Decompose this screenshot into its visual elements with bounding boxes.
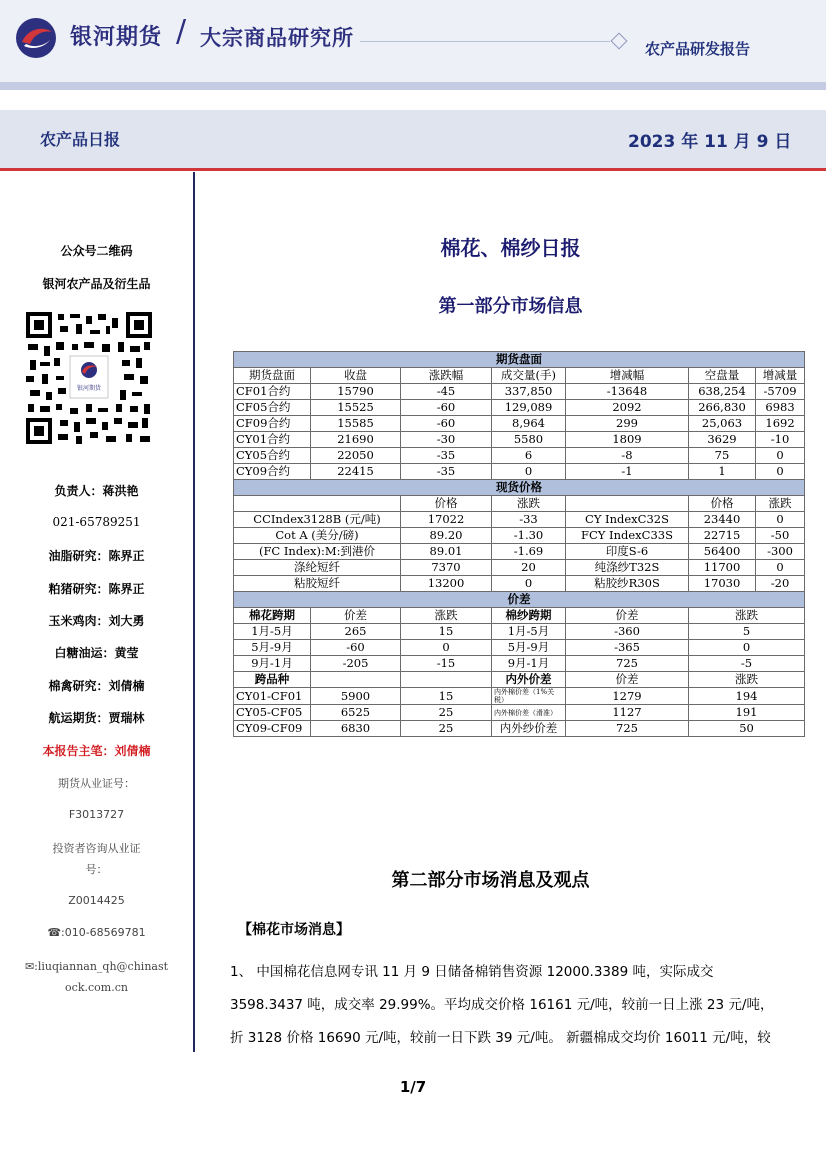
table-row: [234, 400, 805, 416]
table-row: [234, 688, 805, 705]
qr-center-label: 银河期货: [76, 385, 102, 392]
role-shipping: 航运期货：贾瑞林: [48, 711, 145, 725]
futures-header-cell: 增减幅: [566, 368, 689, 384]
email-line-1[interactable]: ✉:liuqiannan_qh@chinast: [24, 960, 169, 973]
table-cell: 2092: [566, 400, 689, 416]
table-cell: 6983: [756, 400, 805, 416]
table-row: [234, 592, 805, 608]
table-cell: 1月-5月: [492, 624, 566, 640]
table-cell: -1.69: [492, 544, 566, 560]
table-cell: 725: [566, 656, 689, 672]
spread-header-cell: 棉纱跨期: [492, 608, 566, 624]
futures-header-cell: 收盘: [311, 368, 401, 384]
table-cell: 7370: [401, 560, 492, 576]
table-row: [234, 480, 805, 496]
qr-title: 公众号二维码: [60, 244, 133, 258]
spread-header-cell: 棉花跨期: [234, 608, 311, 624]
table-cell: 0: [492, 464, 566, 480]
table-cell: 5: [689, 624, 805, 640]
subheader-red-rule: [0, 168, 826, 171]
table-row: [234, 576, 805, 592]
table-cell: 15: [401, 624, 492, 640]
table-cell: 3629: [689, 432, 756, 448]
table-cell: CF09合约: [234, 416, 311, 432]
table-cell: 13200: [401, 576, 492, 592]
spread-header-cell: 涨跌: [401, 608, 492, 624]
table-cell: -360: [566, 624, 689, 640]
spread-header-cell: 涨跌: [689, 608, 805, 624]
spot-header-cell: 涨跌: [492, 496, 566, 512]
report-category: 农产品日报: [40, 130, 121, 149]
table-cell: -205: [311, 656, 401, 672]
galaxy-logo-icon: [14, 16, 58, 60]
futures-section-title: 期货盘面: [234, 352, 805, 368]
table-cell: 25: [401, 721, 492, 737]
institute-name: 大宗商品研究所: [200, 26, 354, 50]
email-line-2[interactable]: ock.com.cn: [65, 981, 128, 994]
license-number: F3013727: [68, 808, 125, 821]
table-cell: 266,830: [689, 400, 756, 416]
part2-heading: 第二部分市场消息及观点: [391, 870, 590, 891]
table-cell: -5: [689, 656, 805, 672]
table-cell: 89.01: [401, 544, 492, 560]
spread-header-cell: 价差: [566, 608, 689, 624]
table-cell: 1279: [566, 688, 689, 705]
table-cell: 1月-5月: [234, 624, 311, 640]
table-row: [234, 464, 805, 480]
table-row: [234, 512, 805, 528]
table-cell: 23440: [689, 512, 756, 528]
table-cell: 20: [492, 560, 566, 576]
report-date: 2023 年 11 月 9 日: [628, 132, 792, 152]
table-row: [234, 640, 805, 656]
table-cell: -35: [401, 448, 492, 464]
role-sugar: 白糖油运：黄莹: [54, 646, 139, 660]
table-cell: 1: [689, 464, 756, 480]
table-cell: CY09-CF09: [234, 721, 311, 737]
table-cell: 21690: [311, 432, 401, 448]
brand-name: 银河期货: [70, 25, 163, 50]
table-cell: 印度S-6: [566, 544, 689, 560]
table-cell: 194: [689, 688, 805, 705]
table-cell: 0: [401, 640, 492, 656]
table-cell: CCIndex3128B (元/吨): [234, 512, 401, 528]
table-cell: -60: [401, 400, 492, 416]
head-contact: 负责人：蒋洪艳: [54, 484, 139, 498]
table-cell: 0: [756, 464, 805, 480]
table-cell: 11700: [689, 560, 756, 576]
header-slash: /: [176, 14, 187, 49]
table-row: [234, 544, 805, 560]
table-cell: 15525: [311, 400, 401, 416]
table-cell: 17022: [401, 512, 492, 528]
table-cell: -45: [401, 384, 492, 400]
table-cell: -1.30: [492, 528, 566, 544]
table-cell: 337,850: [492, 384, 566, 400]
table-row: [234, 416, 805, 432]
table-cell: 725: [566, 721, 689, 737]
paragraph-line-2: 3598.3437 吨，成交率 29.99%。平均成交价格 16161 元/吨，较前一日上涨 23 元/吨，: [230, 997, 774, 1013]
header-stripe: [0, 82, 826, 90]
futures-header-cell: 成交量(手): [492, 368, 566, 384]
table-cell: 6525: [311, 705, 401, 721]
market-table-body: [234, 352, 805, 737]
table-cell: 6830: [311, 721, 401, 737]
table-cell: 89.20: [401, 528, 492, 544]
table-row: [234, 352, 805, 368]
table-row: [234, 384, 805, 400]
table-cell: -60: [401, 416, 492, 432]
table-cell: CF05合约: [234, 400, 311, 416]
table-cell: 56400: [689, 544, 756, 560]
table-cell: -60: [311, 640, 401, 656]
table-cell: 17030: [689, 576, 756, 592]
table-cell: 265: [311, 624, 401, 640]
spot-header-cell: [234, 496, 401, 512]
table-cell: -300: [756, 544, 805, 560]
head-phone: 021-65789251: [52, 515, 141, 529]
table-row: [234, 368, 805, 384]
futures-header-cell: 空盘量: [689, 368, 756, 384]
table-cell: 5月-9月: [234, 640, 311, 656]
role-cotton: 棉禽研究：刘倩楠: [48, 679, 145, 693]
report-author: 本报告主笔：刘倩楠: [42, 744, 151, 758]
spot-header-cell: 价格: [689, 496, 756, 512]
table-cell: CY01-CF01: [234, 688, 311, 705]
table-cell: -35: [401, 464, 492, 480]
paragraph-line-1: 1、 中国棉花信息网专讯 11 月 9 日储备棉销售资源 12000.3389 吨，实际成交: [230, 964, 714, 980]
table-row: [234, 721, 805, 737]
table-row: [234, 656, 805, 672]
section-heading: 【棉花市场消息】: [238, 922, 350, 938]
table-row: [234, 432, 805, 448]
table-cell: 1809: [566, 432, 689, 448]
table-cell: 299: [566, 416, 689, 432]
table-row: [234, 608, 805, 624]
table-cell: CY05合约: [234, 448, 311, 464]
table-cell: -10: [756, 432, 805, 448]
table-cell: 9月-1月: [492, 656, 566, 672]
table-cell: 638,254: [689, 384, 756, 400]
consult-label: 投资者咨询从业证: [52, 842, 141, 855]
page-number: 1/7: [399, 1078, 427, 1096]
consult-number: Z0014425: [68, 894, 125, 907]
table-cell: -365: [566, 640, 689, 656]
table-cell: 8,964: [492, 416, 566, 432]
table-cell: 22715: [689, 528, 756, 544]
table-cell: 5900: [311, 688, 401, 705]
header-divider: [360, 41, 610, 42]
qr-subtitle: 银河农产品及衍生品: [42, 277, 151, 291]
table-cell: 50: [689, 721, 805, 737]
table-row: [234, 528, 805, 544]
table-cell: 1692: [756, 416, 805, 432]
cross-header-cell: [311, 672, 401, 688]
table-cell: CF01合约: [234, 384, 311, 400]
table-row: [234, 705, 805, 721]
table-cell: 0: [756, 560, 805, 576]
spread-section-title: 价差: [234, 592, 805, 608]
role-corn: 玉米鸡肉：刘大勇: [48, 614, 145, 628]
table-cell: FCY IndexC33S: [566, 528, 689, 544]
table-cell: (FC Index):M:到港价: [234, 544, 401, 560]
table-cell: 1127: [566, 705, 689, 721]
table-cell: 191: [689, 705, 805, 721]
table-cell: 5580: [492, 432, 566, 448]
cross-header-cell: 价差: [566, 672, 689, 688]
table-cell: 0: [492, 576, 566, 592]
table-cell: 0: [756, 512, 805, 528]
table-cell: 22050: [311, 448, 401, 464]
table-cell: -5709: [756, 384, 805, 400]
table-cell: 内外棉价差（1%关税）: [492, 688, 566, 705]
table-row: [234, 496, 805, 512]
table-cell: 粘胶短纤: [234, 576, 401, 592]
table-row: [234, 448, 805, 464]
table-cell: CY05-CF05: [234, 705, 311, 721]
table-row: [234, 560, 805, 576]
license-label: 期货从业证号：: [58, 777, 135, 790]
table-cell: -33: [492, 512, 566, 528]
table-cell: 0: [756, 448, 805, 464]
cross-header-cell: 内外价差: [492, 672, 566, 688]
table-cell: 纯涤纱T32S: [566, 560, 689, 576]
cross-header-cell: 跨品种: [234, 672, 311, 688]
spread-header-cell: 价差: [311, 608, 401, 624]
consult-label-cont: 号：: [85, 863, 108, 876]
table-cell: 9月-1月: [234, 656, 311, 672]
table-cell: CY09合约: [234, 464, 311, 480]
table-cell: 涤纶短纤: [234, 560, 401, 576]
table-cell: -13648: [566, 384, 689, 400]
table-cell: 129,089: [492, 400, 566, 416]
table-cell: CY IndexC32S: [566, 512, 689, 528]
table-cell: -8: [566, 448, 689, 464]
table-cell: -50: [756, 528, 805, 544]
futures-header-cell: 增减量: [756, 368, 805, 384]
table-cell: -1: [566, 464, 689, 480]
spot-header-cell: [566, 496, 689, 512]
table-cell: Cot A (美分/磅): [234, 528, 401, 544]
table-cell: 内外纱价差: [492, 721, 566, 737]
paragraph-line-3: 折 3128 价格 16690 元/吨，较前一日下跌 39 元/吨。 新疆棉成交均价 16011 元/吨，较: [230, 1030, 771, 1046]
cross-header-cell: 涨跌: [689, 672, 805, 688]
role-oil: 油脂研究：陈界正: [48, 549, 145, 563]
futures-header-cell: 期货盘面: [234, 368, 311, 384]
table-cell: -15: [401, 656, 492, 672]
phone-line: ☎:010-68569781: [47, 926, 146, 939]
table-cell: -30: [401, 432, 492, 448]
spot-header-cell: 涨跌: [756, 496, 805, 512]
market-table: [233, 351, 805, 737]
table-cell: 5月-9月: [492, 640, 566, 656]
spot-section-title: 现货价格: [234, 480, 805, 496]
futures-header-cell: 涨跌幅: [401, 368, 492, 384]
table-cell: 内外棉价差（滑准）: [492, 705, 566, 721]
table-row: [234, 672, 805, 688]
role-meal: 粕猪研究：陈界正: [48, 582, 145, 596]
table-cell: 15585: [311, 416, 401, 432]
qr-code-icon: [26, 312, 152, 444]
table-row: [234, 624, 805, 640]
table-cell: 25: [401, 705, 492, 721]
table-cell: 25,063: [689, 416, 756, 432]
table-cell: 15790: [311, 384, 401, 400]
page-title: 棉花、棉纱日报: [440, 236, 581, 260]
table-cell: CY01合约: [234, 432, 311, 448]
part1-heading: 第一部分市场信息: [438, 296, 583, 317]
spot-header-cell: 价格: [401, 496, 492, 512]
table-cell: -20: [756, 576, 805, 592]
table-cell: 6: [492, 448, 566, 464]
report-type: 农产品研发报告: [645, 40, 751, 58]
table-cell: 15: [401, 688, 492, 705]
table-cell: 22415: [311, 464, 401, 480]
table-cell: 0: [689, 640, 805, 656]
table-cell: 75: [689, 448, 756, 464]
table-cell: 粘胶纱R30S: [566, 576, 689, 592]
cross-header-cell: [401, 672, 492, 688]
